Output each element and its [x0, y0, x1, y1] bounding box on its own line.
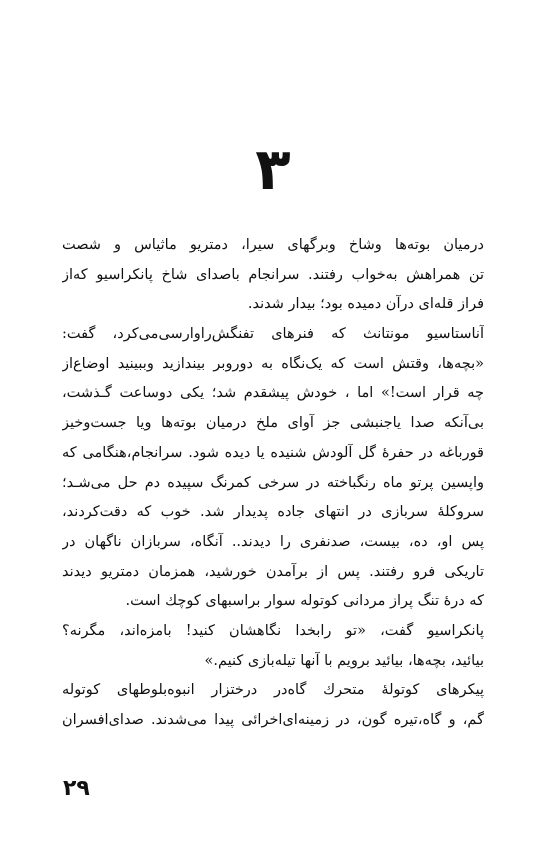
text-line: پس او، ده، بیست، صدنفری را دیدند.. آنگاه، سربازان ناگهان در [62, 533, 484, 550]
text-line: قورباغه در حفرهٔ گل آلودش شنیده یا دیده شود. سرانجام،هنگامی که [62, 444, 484, 461]
text-line: پانکراسیو گفت، «تو رابخدا نگاهشان کنید! بامزه‌اند، مگرنه؟ [62, 622, 484, 639]
text-line: تاریکی فرو رفتند. پس از برآمدن خورشید، همزمان دمتریو دیدند [62, 563, 484, 580]
text-line: «بچه‌ها، وقتش است که یک‌نگاه به دوروبر بیندازید وببینید اوضاع‌از [62, 355, 484, 372]
text-line: فراز قله‌ای درآن دمیده بود؛ بیدار شدند. [247, 296, 484, 313]
page-number: ۲۹ [63, 776, 90, 801]
text-line: واپسین پرتو ماه رنگباخته در سرخی کمرنگ سپیده دم حل می‌شـد؛ [62, 474, 484, 491]
body-text [62, 231, 484, 736]
text-line: تن همراهش به‌خواب رفتند. سرانجام باصدای شاخ پانکراسیو که‌از [62, 266, 484, 283]
text-line: گم، و گاه،تیره گون، در زمینه‌ای‌اخرائی پیدا می‌شدند. صدای‌افسران [62, 712, 484, 728]
text-line: پیکرهای کوتولهٔ متحرك گاه‌در درختزار انبوه‌بلوطهای کوتوله [62, 682, 484, 699]
text-line: سروکلهٔ سربازی در انتهای جاده پدیدار شد. خوب که دقت‌کردند، [62, 504, 484, 521]
text-line: درمیان بوته‌ها وشاخ وبرگهای سیرا، دمتریو ماثیاس و شصت [62, 237, 484, 253]
text-line: آناستاسیو مونتانث که فنرهای تفنگش‌راوارسی‌می‌کرد، گفت: [62, 326, 484, 343]
text-line: بی‌آنکه صدا یاجنبشی جز آوای ملخ درمیان بوته‌ها ویا جست‌وخیز [62, 415, 484, 432]
text-line: بیائید، بچه‌ها، بیائید برویم با آنها تیله‌بازی کنیم.» [204, 652, 484, 669]
chapter-number: ۳ [255, 135, 291, 203]
text-line: که درهٔ تنگ پراز مردانی کوتوله سوار براسبهای کوچك است. [125, 593, 484, 610]
text-line: چه قرار است!» اما ، خودش پیشقدم شد؛ یکی دوساعت گـذشت، [62, 385, 484, 402]
